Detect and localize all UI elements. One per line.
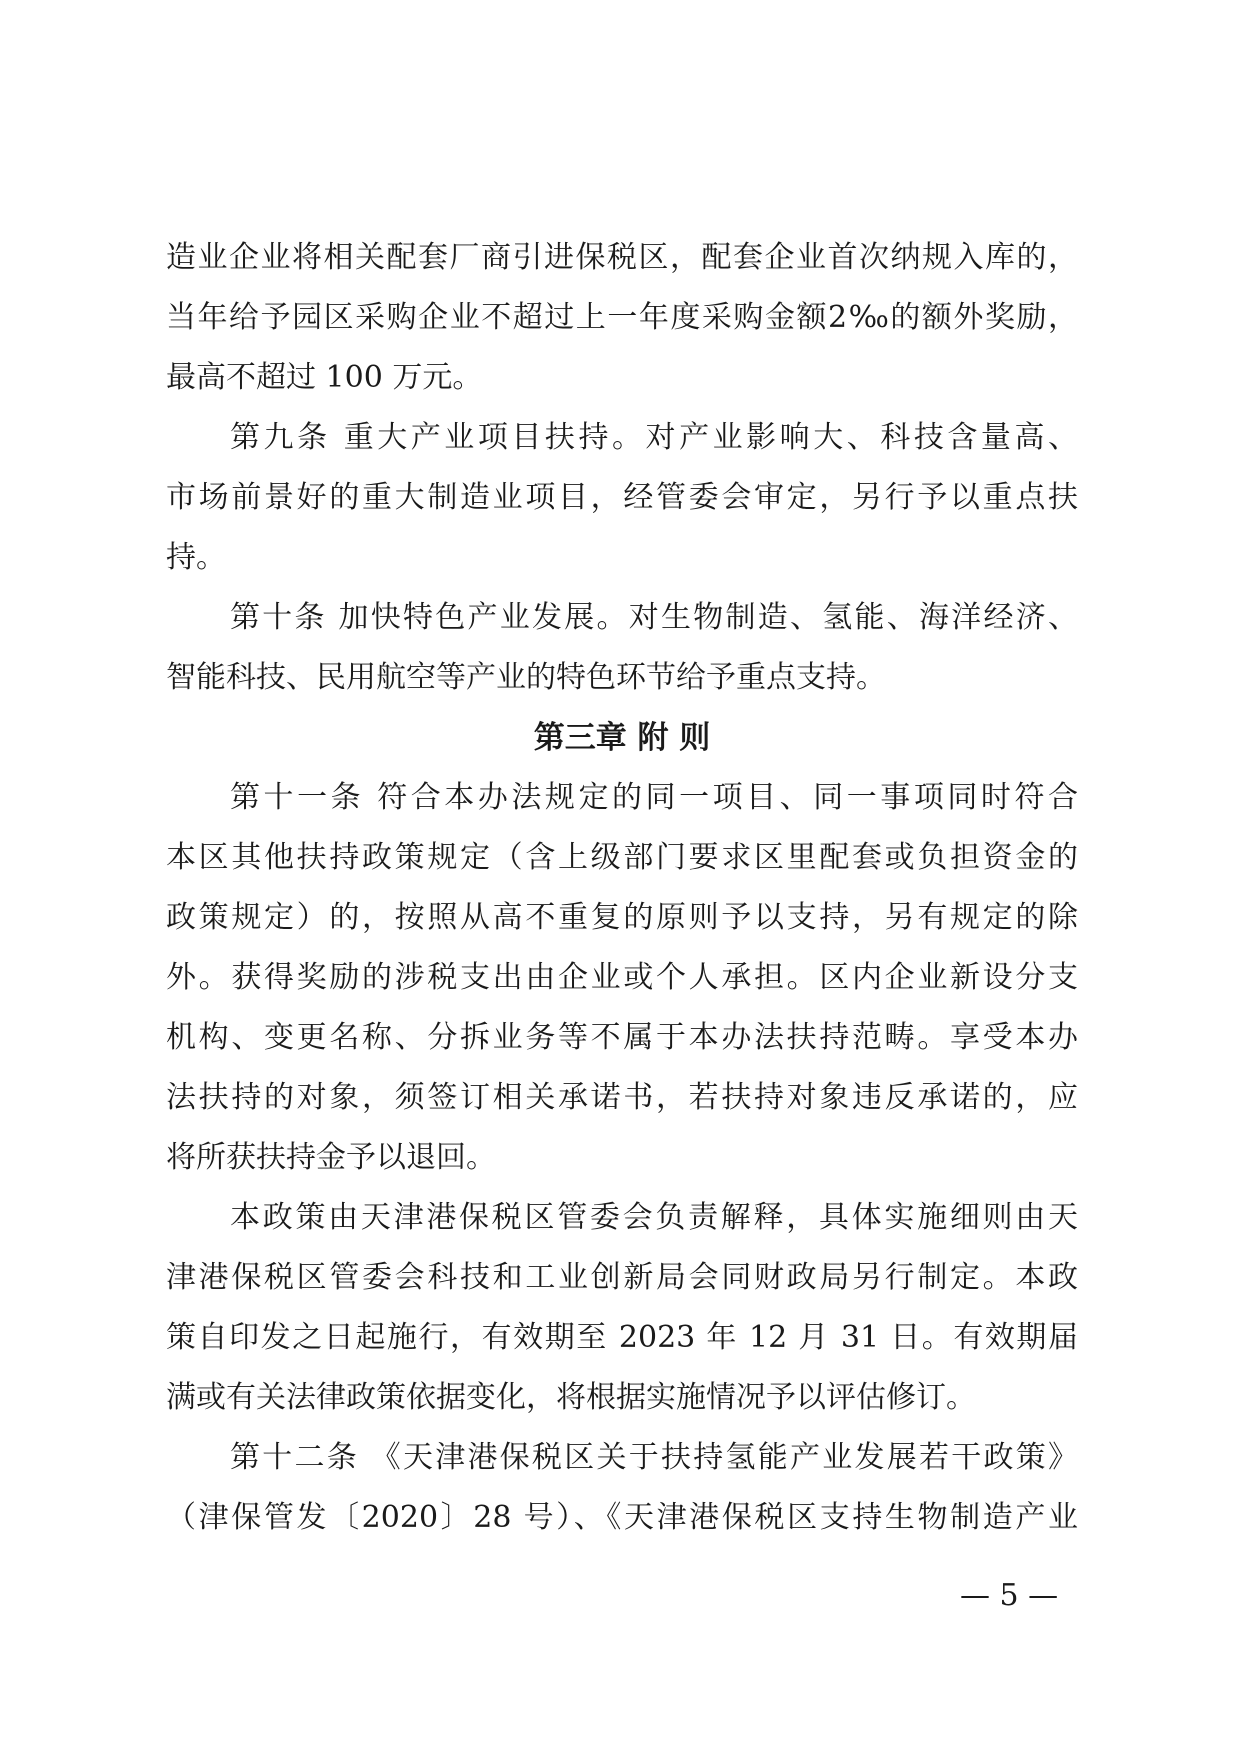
- text-line: 造业企业将相关配套厂商引进保税区，配套企业首次纳规入库的，: [166, 240, 1078, 275]
- text-line: 策自印发之日起施行，有效期至 2023 年 12 月 31 日。有效期届: [166, 1320, 1078, 1355]
- text-line: （津保管发〔2020〕28 号）、《天津港保税区支持生物制造产业: [166, 1500, 1078, 1535]
- text-line: 津港保税区管委会科技和工业创新局会同财政局另行制定。本政: [166, 1260, 1078, 1295]
- text-line: 机构、变更名称、分拆业务等不属于本办法扶持范畴。享受本办: [166, 1020, 1078, 1055]
- text-line: 政策规定）的，按照从高不重复的原则予以支持，另有规定的除: [166, 900, 1078, 935]
- text-line: 当年给予园区采购企业不超过上一年度采购金额2‰的额外奖励，: [166, 300, 1078, 335]
- page-number: — 5 —: [960, 1578, 1059, 1613]
- text-line: 将所获扶持金予以退回。: [166, 1140, 496, 1175]
- text-line: 本区其他扶持政策规定（含上级部门要求区里配套或负担资金的: [166, 840, 1078, 875]
- article-11-heading-line: 第十一条 符合本办法规定的同一项目、同一事项同时符合: [230, 780, 1078, 815]
- text-line: 持。: [166, 540, 226, 575]
- text-line: 外。获得奖励的涉税支出由企业或个人承担。区内企业新设分支: [166, 960, 1078, 995]
- document-body: [166, 228, 1078, 1548]
- text-line: 最高不超过 100 万元。: [166, 360, 483, 395]
- article-9-heading-line: 第九条 重大产业项目扶持。对产业影响大、科技含量高、: [230, 420, 1078, 455]
- chapter-heading: 第三章 附 则: [533, 720, 711, 756]
- policy-interpretation-line: 本政策由天津港保税区管委会负责解释，具体实施细则由天: [230, 1200, 1078, 1235]
- text-line: 市场前景好的重大制造业项目，经管委会审定，另行予以重点扶: [166, 480, 1078, 515]
- text-line: 智能科技、民用航空等产业的特色环节给予重点支持。: [166, 660, 886, 695]
- article-12-heading-line: 第十二条 《天津港保税区关于扶持氢能产业发展若干政策》: [230, 1440, 1078, 1475]
- text-line: 满或有关法律政策依据变化，将根据实施情况予以评估修订。: [166, 1380, 976, 1415]
- text-line: 法扶持的对象，须签订相关承诺书，若扶持对象违反承诺的，应: [166, 1080, 1078, 1115]
- article-10-heading-line: 第十条 加快特色产业发展。对生物制造、氢能、海洋经济、: [230, 600, 1078, 635]
